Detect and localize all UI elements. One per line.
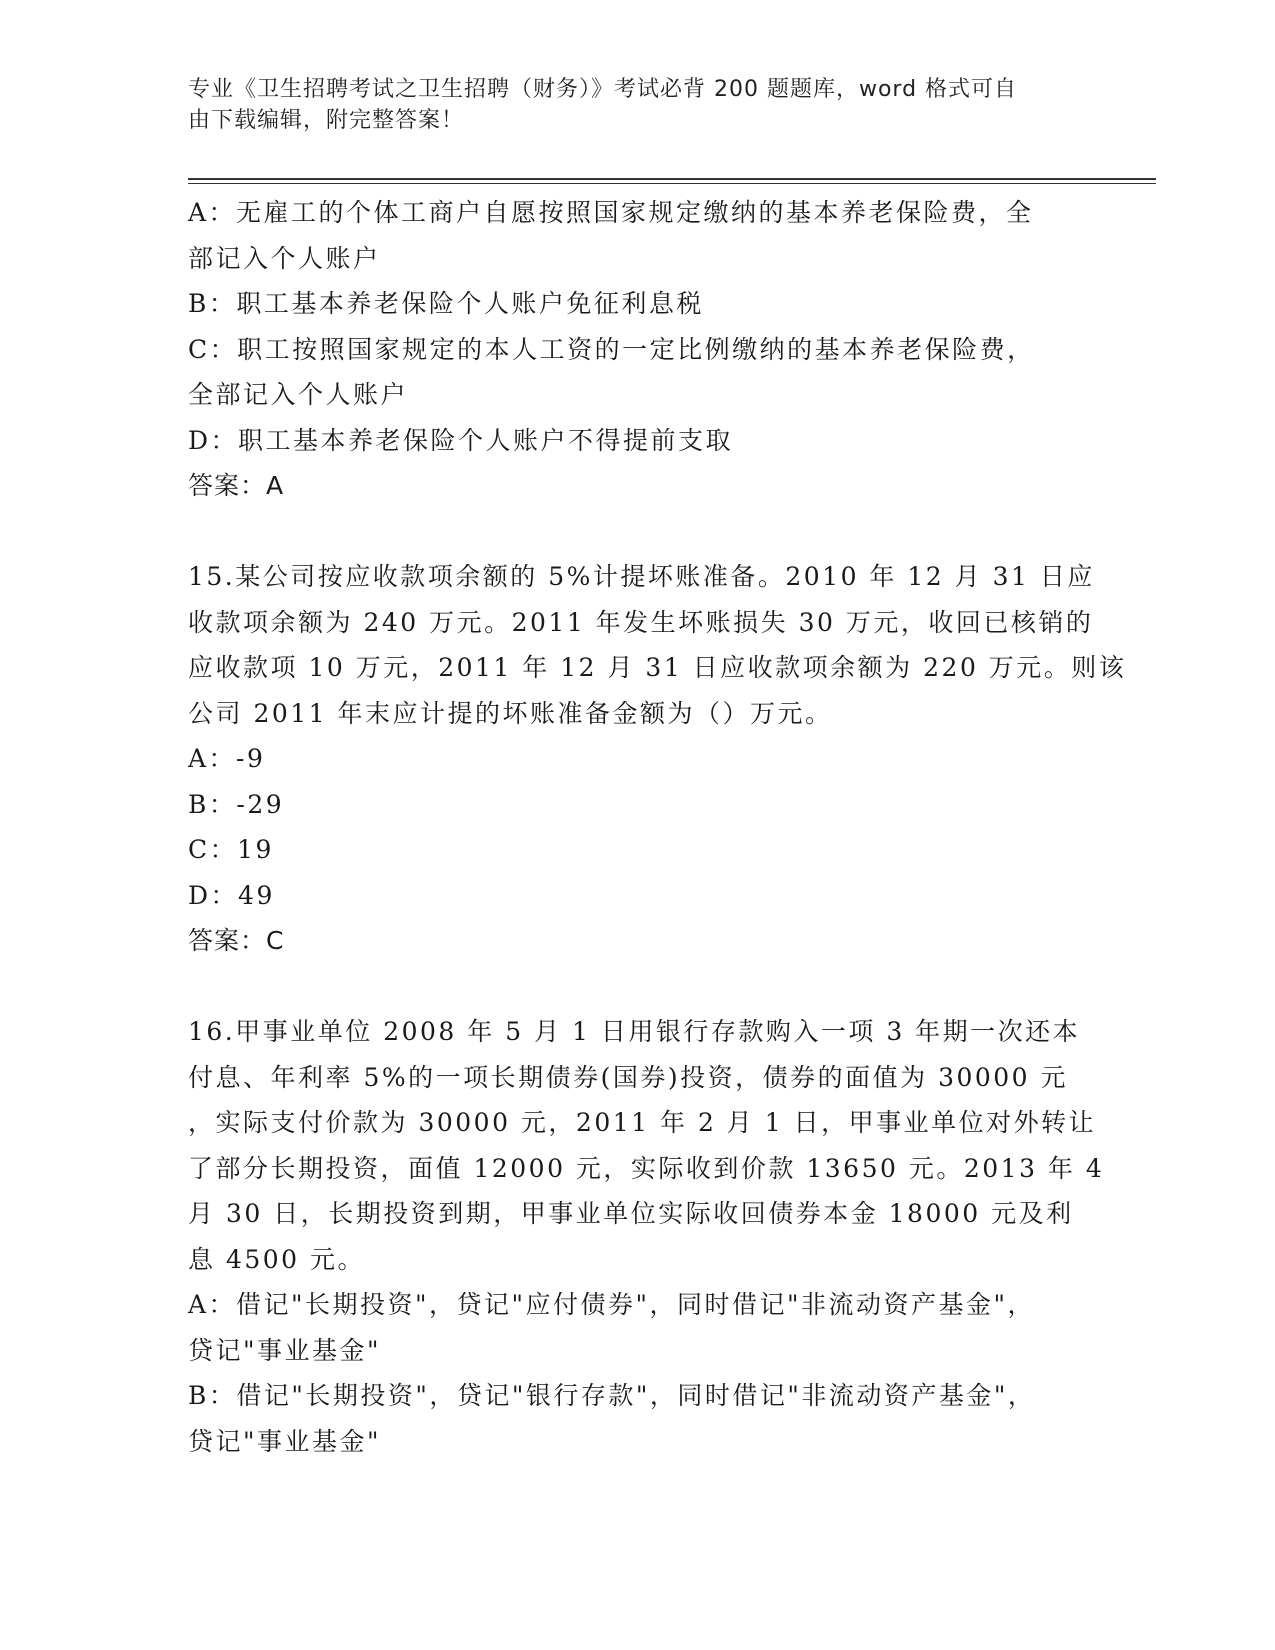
question-15 bbox=[188, 554, 1127, 964]
q16-option-b-line-2: 贷记"事业基金" bbox=[188, 1426, 381, 1456]
question-14 bbox=[188, 190, 1088, 509]
q15-option-d: D：49 bbox=[188, 880, 275, 910]
q16-stem-line-1: 16.甲事业单位 2008 年 5 月 1 日用银行存款购入一项 3 年期一次还本 bbox=[188, 1017, 1081, 1046]
q14-option-a-line-2: 部记入个人账户 bbox=[188, 243, 381, 273]
question-body bbox=[188, 190, 1127, 1464]
q14-option-c-line-1: C：职工按照国家规定的本人工资的一定比例缴纳的基本养老保险费， bbox=[188, 334, 1035, 364]
q14-option-b: B：职工基本养老保险个人账户免征利息税 bbox=[188, 289, 704, 318]
q16-option-a-line-1: A：借记"长期投资"，贷记"应付债券"，同时借记"非流动资产基金"， bbox=[188, 1290, 1036, 1319]
header-rule-thin bbox=[188, 183, 1156, 184]
q14-answer: 答案：A bbox=[188, 471, 285, 500]
q16-stem-line-3: ，实际支付价款为 30000 元，2011 年 2 月 1 日，甲事业单位对外转让 bbox=[188, 1108, 1097, 1137]
q16-stem-line-4: 了部分长期投资，面值 12000 元，实际收到价款 13650 元。2013 年 4 bbox=[188, 1153, 1105, 1183]
q15-stem-line-3: 应收款项 10 万元，2011 年 12 月 31 日应收款项余额为 220 万元。则该 bbox=[188, 653, 1127, 682]
question-16 bbox=[188, 1009, 1105, 1464]
header-rule-thick bbox=[188, 178, 1156, 180]
q15-option-c: C：19 bbox=[188, 835, 274, 864]
q16-stem-line-6: 息 4500 元。 bbox=[188, 1244, 366, 1274]
q15-stem-line-2: 收款项余额为 240 万元。2011 年发生坏账损失 30 万元，收回已核销的 bbox=[188, 607, 1094, 637]
q15-stem-line-1: 15.某公司按应收款项余额的 5%计提坏账准备。2010 年 12 月 31 日应 bbox=[188, 562, 1095, 591]
q14-option-c-line-2: 全部记入个人账户 bbox=[188, 380, 409, 409]
spacer bbox=[188, 509, 1088, 555]
q16-option-b-line-1: B：借记"长期投资"，贷记"银行存款"，同时借记"非流动资产基金"， bbox=[188, 1381, 1036, 1410]
q15-stem-line-4: 公司 2011 年末应计提的坏账准备金额为（）万元。 bbox=[188, 698, 833, 728]
q16-option-a-line-2: 贷记"事业基金" bbox=[188, 1335, 381, 1365]
q15-option-b: B：-29 bbox=[188, 789, 285, 819]
q14-option-a-line-1: A：无雇工的个体工商户自愿按照国家规定缴纳的基本养老保险费，全 bbox=[188, 198, 1034, 227]
q16-stem-line-5: 月 30 日，长期投资到期，甲事业单位实际收回债券本金 18000 元及利 bbox=[188, 1199, 1074, 1228]
spacer bbox=[188, 964, 1088, 1010]
q15-answer: 答案：C bbox=[188, 926, 285, 955]
header-title-line-2: 由下载编辑，附完整答案！ bbox=[188, 108, 465, 133]
q16-stem-line-2: 付息、年利率 5%的一项长期债券(国券)投资，债券的面值为 30000 元 bbox=[188, 1062, 1069, 1092]
document-header bbox=[188, 74, 1068, 136]
q14-option-d: D：职工基本养老保险个人账户不得提前支取 bbox=[188, 425, 734, 455]
header-title-line-1: 专业《卫生招聘考试之卫生招聘（财务）》考试必背 200 题题库，word 格式可自 bbox=[188, 77, 1018, 102]
q15-option-a: A：-9 bbox=[188, 744, 266, 773]
